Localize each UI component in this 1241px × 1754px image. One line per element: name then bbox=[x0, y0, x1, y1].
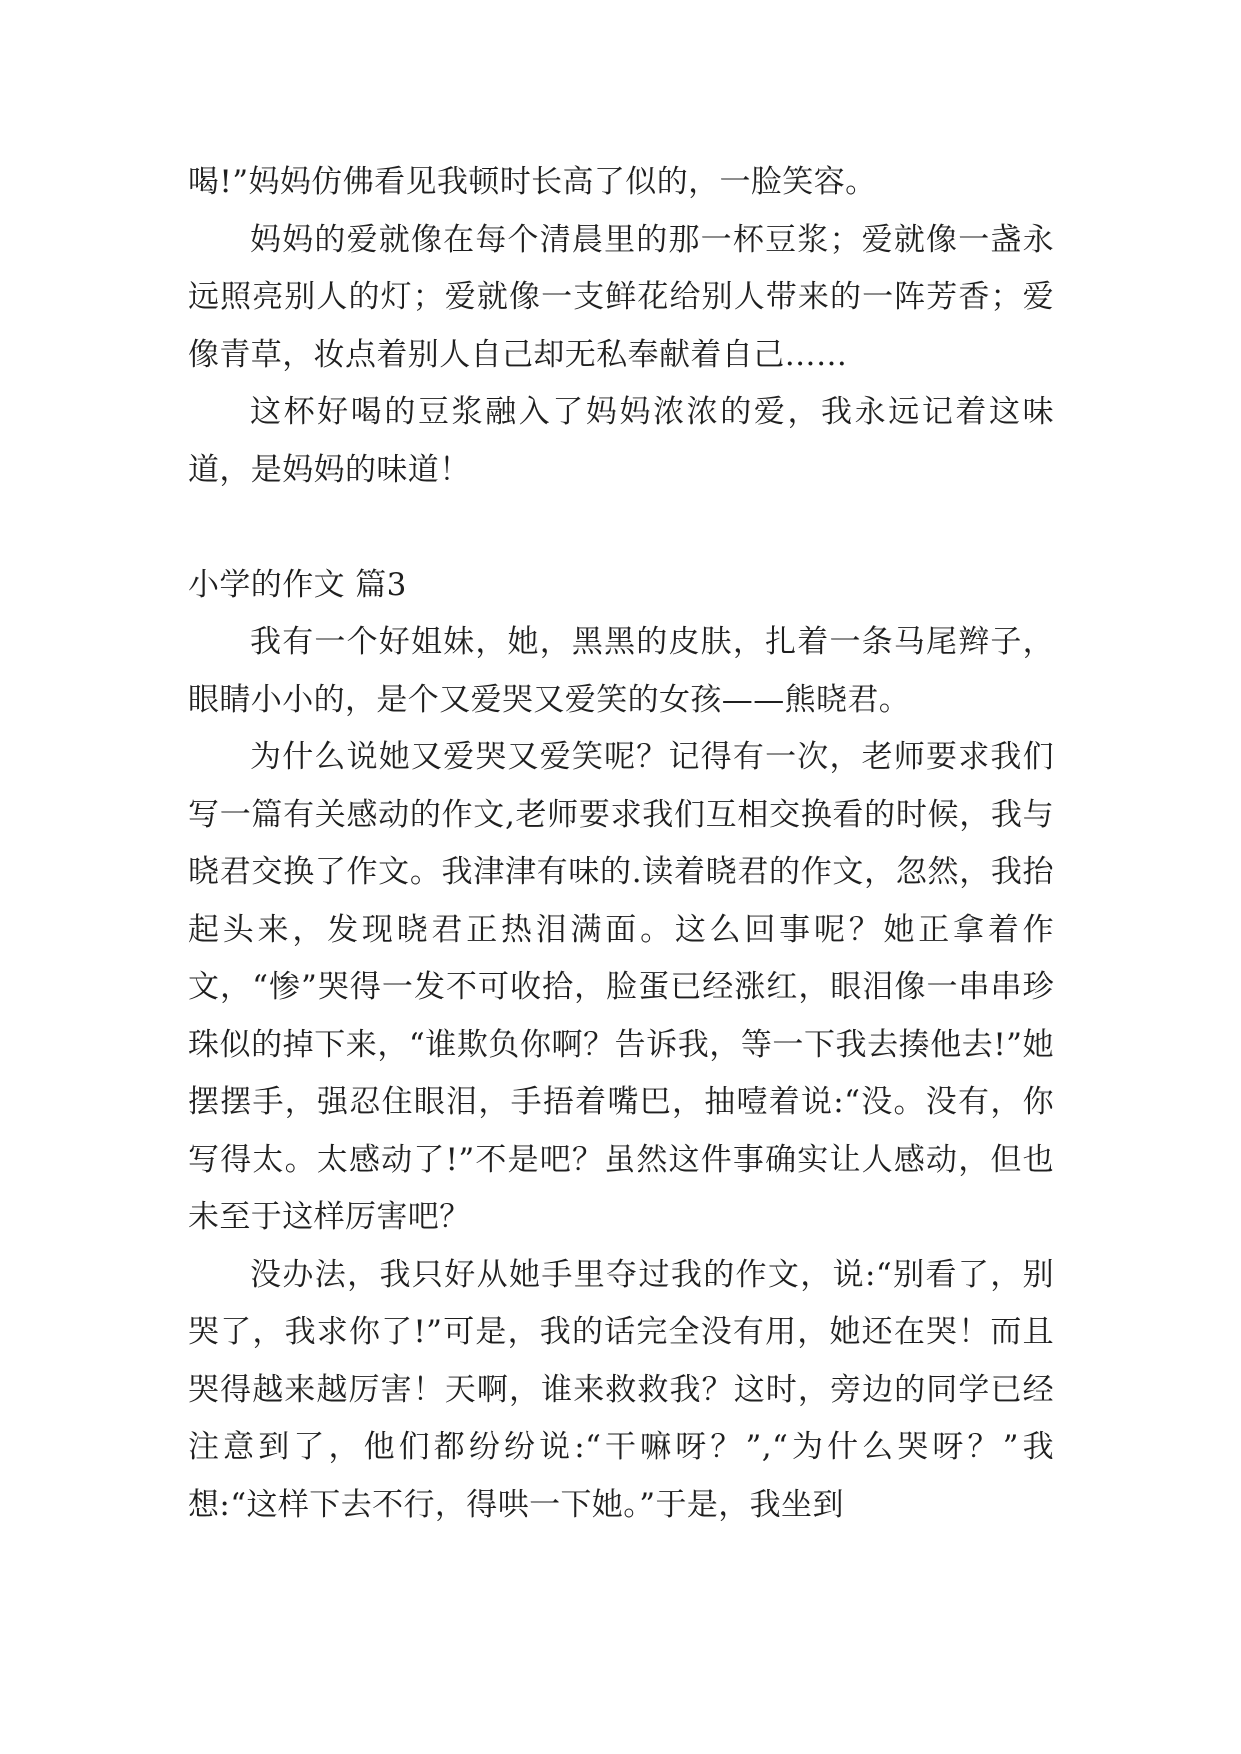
paragraph-continuation: 喝!”妈妈仿佛看见我顿时长高了似的，一脸笑容。 bbox=[188, 164, 877, 200]
paragraph-mothers-love: 妈妈的爱就像在每个清晨里的那一杯豆浆；爱就像一盏永远照亮别人的灯；爱就像一支鲜花给别人带来的一阵芳香；爱像青草，妆点着别人自己却无私奉献着自己…… bbox=[188, 221, 1054, 373]
document-body bbox=[188, 154, 1054, 1534]
paragraph-crying-story: 为什么说她又爱哭又爱笑呢？记得有一次，老师要求我们写一篇有关感动的作文,老师要求我们互相交换看的时候，我与晓君交换了作文。我津津有味的.读着晓君的作文，忽然，我抬起头来，发现晓君正热泪满面。这么回事呢？她正拿着作文，“惨”哭得一发不可收拾，脸蛋已经涨红，眼泪像一串串珍珠似的掉下来，“谁欺负你啊？告诉我，等一下我去揍他去!”她摆摆手，强忍住眼泪，手捂着嘴巴，抽噎着说:“没。没有，你写得太。太感动了!”不是吧？虽然这件事确实让人感动，但也未至于这样厉害吧？ bbox=[188, 739, 1054, 1235]
paragraph-good-friend: 我有一个好姐妹，她，黑黑的皮肤，扎着一条马尾辫子，眼睛小小的，是个又爱哭又爱笑的女孩——熊晓君。 bbox=[188, 624, 1054, 718]
paragraph-soymilk-taste: 这杯好喝的豆浆融入了妈妈浓浓的爱，我永远记着这味道，是妈妈的味道！ bbox=[188, 394, 1054, 488]
paragraph-comforting: 没办法，我只好从她手里夺过我的作文，说:“别看了，别哭了，我求你了!”可是，我的话完全没有用，她还在哭！而且哭得越来越厉害！天啊，谁来救救我？这时，旁边的同学已经注意到了，他们都纷纷说:“干嘛呀？”,“为什么哭呀？”我想:“这样下去不行，得哄一下她。”于是，我坐到 bbox=[188, 1256, 1054, 1523]
section-heading: 小学的作文 篇3 bbox=[188, 566, 407, 603]
